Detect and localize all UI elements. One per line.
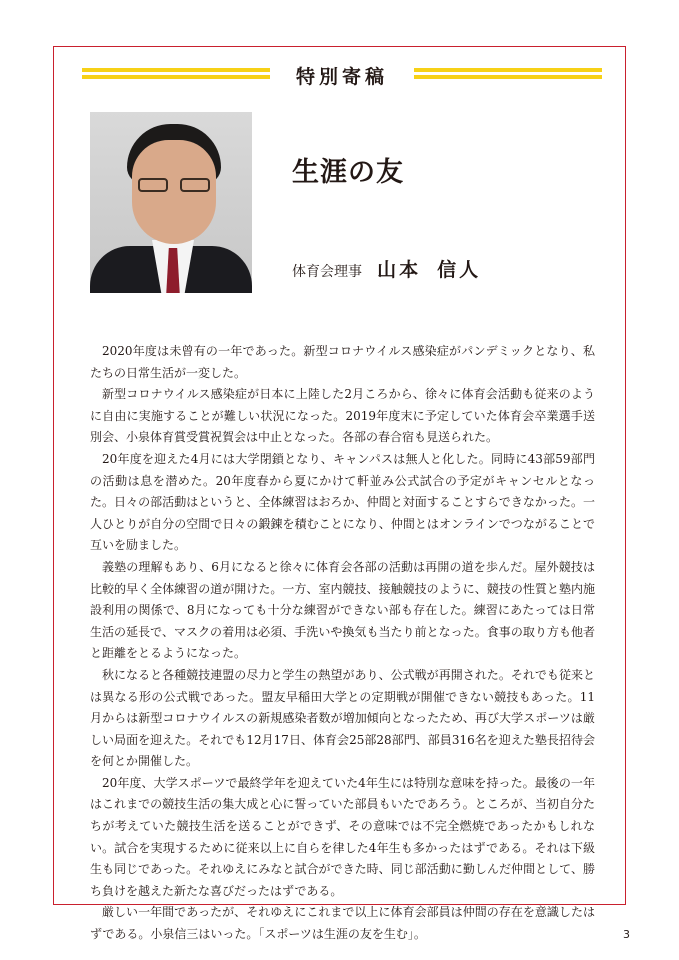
body-paragraph: 20年度を迎えた4月には大学閉鎖となり、キャンパスは無人と化した。同時に43部59部門の活動は息を潜めた。20年度春から夏にかけて軒並み公式試合の予定がキャンセルとなった。日々の部活動はというと、全体練習はおろか、仲間と対面することすらできなかった。一人ひとりが自分の空間で日々の鍛錬を積むことになり、仲間とはオンラインでつながることで互いを励ました。: [90, 451, 595, 553]
body-paragraph: 秋になると各種競技連盟の尽力と学生の熱望があり、公式戦が再開された。それでも従来とは異なる形の公式戦であった。盟友早稲田大学との定期戦が開催できない競技もあった。11月からは新型コロナウイルスの新規感染者数が増加傾向となったため、再び大学スポーツは厳しい局面を迎えた。それでも12月17日、体育会25部28部門、部員316名を迎えた塾長招待会を何とか開催した。: [90, 667, 595, 769]
banner-stripes-right: [414, 68, 602, 82]
body-paragraph: 20年度、大学スポーツで最終学年を迎えていた4年生には特別な意味を持った。最後の一年はこれまでの競技生活の集大成と心に誓っていた部員もいたであろう。ところが、当初自分たちが考えていた競技生活を送ることができず、その意味では不完全燃焼であったかもしれない。試合を実現するために従来以上に自らを律した4年生も多かったはずである。それは下級生も同じであった。それゆえにみなと試合ができた時、同じ部活動に勤しんだ仲間として、勝ち負けを越えた新たな喜びだったはずである。: [90, 775, 595, 898]
page-number: 3: [623, 928, 630, 941]
author-role: 体育会理事: [292, 264, 362, 280]
author-name: [377, 259, 481, 281]
article-title: 生涯の友: [292, 157, 404, 188]
banner-stripes-left: [82, 68, 270, 82]
author-photo: [90, 112, 252, 293]
author-given-name: 信人: [437, 259, 482, 281]
author-family-name: 山本: [377, 259, 422, 281]
section-banner: [82, 61, 602, 91]
body-paragraph: 義塾の理解もあり、6月になると徐々に体育会各部の活動は再開の道を歩んだ。屋外競技は比較的早く全体練習の道が開けた。一方、室内競技、接触競技のように、競技の性質と塾内施設利用の関係で、8月になっても十分な練習ができない部も存在した。練習にあたっては日常生活の延長で、マスクの着用は必須、手洗いや換気も当たり前となった。食事の取り方も他者と距離をとるようになった。: [90, 559, 595, 661]
section-label: 特別寄稿: [295, 66, 388, 88]
body-paragraph: 2020年度は未曾有の一年であった。新型コロナウイルス感染症がパンデミックとなり、私たちの日常生活が一変した。: [90, 344, 595, 380]
body-paragraph: 新型コロナウイルス感染症が日本に上陸した2月ころから、徐々に体育会活動も従来のように自由に実施することが難しい状況になった。2019年度末に予定していた体育会卒業選手送別会、小泉体育賞受賞祝賀会は中止となった。各部の春合宿も見送られた。: [90, 387, 595, 445]
author-byline: [292, 255, 481, 282]
article-body: [90, 341, 595, 946]
body-paragraph: 厳しい一年間であったが、それゆえにこれまで以上に体育会部員は仲間の存在を意識したはずである。小泉信三はいった。「スポーツは生涯の友を生む」。: [90, 905, 595, 942]
